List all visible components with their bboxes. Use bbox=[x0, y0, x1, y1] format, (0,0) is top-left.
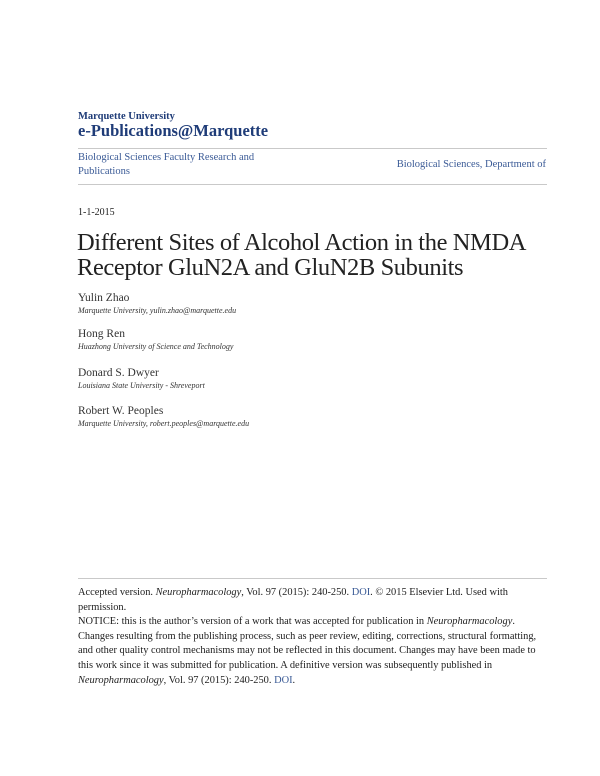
author-affiliation: Marquette University, robert.peoples@marquette.edu bbox=[78, 419, 250, 428]
author-entry bbox=[78, 291, 236, 316]
notice-text: . Changes resulting from the publishing process, such as peer review, editing, corrections, structural formatting, and other quality control mechanisms may not be reflected in this document. Changes may have been made to this work since it was submitted for publication. A definitive version was subsequently published in bbox=[78, 616, 537, 671]
institution-name[interactable]: Marquette University bbox=[78, 111, 175, 122]
doi-link[interactable]: DOI bbox=[274, 674, 293, 686]
author-affiliation: Marquette University, yulin.zhao@marquette.edu bbox=[78, 306, 237, 315]
header-divider-top bbox=[78, 148, 547, 149]
repository-name[interactable]: e-Publications@Marquette bbox=[78, 121, 269, 140]
copyright-text: . © 2015 Elsevier Ltd. Used with permission. bbox=[78, 587, 508, 613]
notice-text: . bbox=[292, 674, 296, 686]
department-link[interactable]: Biological Sciences, Department of bbox=[396, 159, 546, 170]
citation-text: , Vol. 97 (2015): 240-250. bbox=[241, 587, 352, 598]
document-title: Different Sites of Alcohol Action in the NMDA Receptor GluN2A and GluN2B Subunits bbox=[77, 229, 525, 281]
author-name: Robert W. Peoples bbox=[78, 405, 164, 417]
notice-text: NOTICE: this is the author’s version of a work that was accepted for publication in bbox=[78, 616, 427, 628]
citation-notice bbox=[78, 586, 548, 688]
author-name: Donard S. Dwyer bbox=[78, 367, 159, 379]
author-name: Hong Ren bbox=[78, 328, 125, 340]
author-name: Yulin Zhao bbox=[78, 292, 130, 304]
author-entry bbox=[78, 404, 249, 429]
doi-link[interactable]: DOI bbox=[351, 587, 371, 598]
header-divider-bottom bbox=[78, 184, 547, 185]
citation-paragraph bbox=[78, 586, 548, 615]
journal-name: Neuropharmacology bbox=[78, 674, 164, 686]
author-affiliation: Huazhong University of Science and Technology bbox=[78, 342, 234, 351]
notice-paragraph bbox=[78, 615, 548, 688]
author-entry bbox=[78, 366, 205, 391]
notice-divider bbox=[78, 578, 547, 579]
notice-text: , Vol. 97 (2015): 240-250. bbox=[163, 674, 275, 686]
citation-text: Accepted version. bbox=[78, 587, 156, 598]
author-affiliation: Louisiana State University - Shreveport bbox=[78, 381, 205, 390]
journal-name: Neuropharmacology bbox=[155, 587, 242, 598]
author-entry bbox=[78, 327, 233, 352]
collection-link[interactable]: Biological Sciences Faculty Research and Publications bbox=[78, 152, 255, 177]
publication-date: 1-1-2015 bbox=[78, 207, 115, 218]
journal-name: Neuropharmacology bbox=[426, 616, 513, 628]
